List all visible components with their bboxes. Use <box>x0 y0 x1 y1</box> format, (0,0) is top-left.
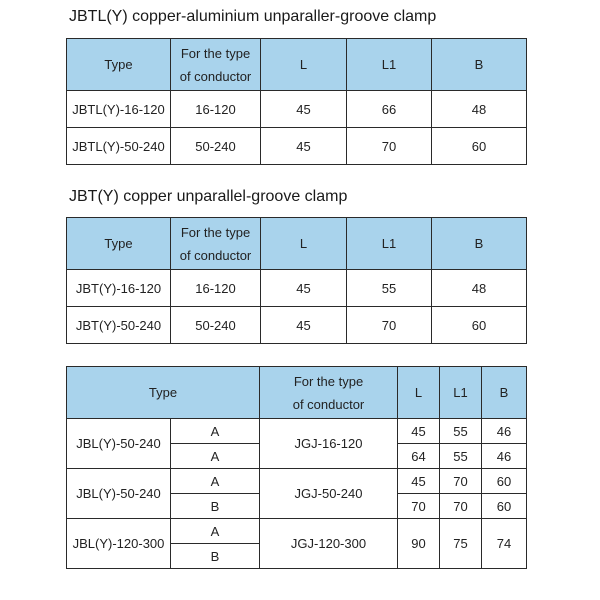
cell-variant: A <box>171 469 260 494</box>
cell-type: JBT(Y)-50-240 <box>67 307 171 344</box>
header-l: L <box>261 39 347 91</box>
cell-type: JBL(Y)-50-240 <box>67 419 171 469</box>
cell-b: 60 <box>432 128 527 165</box>
cell-b: 46 <box>482 419 527 444</box>
cell-l: 45 <box>261 307 347 344</box>
cell-type: JBT(Y)-16-120 <box>67 270 171 307</box>
cell-conductor: JGJ-120-300 <box>260 519 398 569</box>
cell-l1: 70 <box>347 128 432 165</box>
cell-l: 45 <box>261 270 347 307</box>
cell-conductor: 50-240 <box>171 307 261 344</box>
table2-title: JBT(Y) copper unparallel-groove clamp <box>69 188 348 205</box>
cell-l1: 70 <box>440 469 482 494</box>
table1 <box>66 38 527 165</box>
cell-variant: A <box>171 519 260 544</box>
header-conductor-line2: of conductor <box>292 396 365 412</box>
cell-l: 45 <box>398 469 440 494</box>
cell-l: 45 <box>398 419 440 444</box>
header-b: B <box>432 218 527 270</box>
cell-variant: B <box>171 544 260 569</box>
cell-l1: 55 <box>440 419 482 444</box>
cell-b: 60 <box>432 307 527 344</box>
header-conductor-line2: of conductor <box>179 68 252 84</box>
table-row <box>67 469 527 494</box>
cell-l: 70 <box>398 494 440 519</box>
cell-conductor: JGJ-50-240 <box>260 469 398 519</box>
header-type: Type <box>67 39 171 91</box>
header-conductor-line1: For the type <box>180 45 251 61</box>
header-l: L <box>261 218 347 270</box>
table2 <box>66 217 527 344</box>
header-conductor <box>171 218 261 270</box>
table2-header-row <box>67 218 527 270</box>
cell-conductor: 16-120 <box>171 91 261 128</box>
table-row <box>67 128 527 165</box>
header-conductor-line2: of conductor <box>179 247 252 263</box>
cell-b: 60 <box>482 494 527 519</box>
table-row <box>67 307 527 344</box>
header-type: Type <box>67 367 260 419</box>
cell-b: 60 <box>482 469 527 494</box>
table3 <box>66 366 527 569</box>
header-b: B <box>432 39 527 91</box>
header-l1: L1 <box>347 218 432 270</box>
cell-variant: A <box>171 444 260 469</box>
cell-b: 74 <box>482 519 527 569</box>
cell-conductor: JGJ-16-120 <box>260 419 398 469</box>
cell-l: 90 <box>398 519 440 569</box>
cell-type: JBL(Y)-120-300 <box>67 519 171 569</box>
table-row <box>67 519 527 544</box>
header-conductor-line1: For the type <box>293 373 364 389</box>
cell-variant: A <box>171 419 260 444</box>
cell-l1: 70 <box>440 494 482 519</box>
cell-l: 45 <box>261 91 347 128</box>
cell-b: 46 <box>482 444 527 469</box>
header-conductor <box>171 39 261 91</box>
cell-l1: 75 <box>440 519 482 569</box>
cell-variant: B <box>171 494 260 519</box>
cell-type: JBL(Y)-50-240 <box>67 469 171 519</box>
header-conductor <box>260 367 398 419</box>
cell-l1: 55 <box>440 444 482 469</box>
cell-l: 64 <box>398 444 440 469</box>
table-row <box>67 91 527 128</box>
header-l: L <box>398 367 440 419</box>
header-type: Type <box>67 218 171 270</box>
header-b: B <box>482 367 527 419</box>
cell-type: JBTL(Y)-16-120 <box>67 91 171 128</box>
header-l1: L1 <box>347 39 432 91</box>
cell-b: 48 <box>432 91 527 128</box>
cell-type: JBTL(Y)-50-240 <box>67 128 171 165</box>
cell-l: 45 <box>261 128 347 165</box>
table-row <box>67 270 527 307</box>
cell-l1: 66 <box>347 91 432 128</box>
cell-b: 48 <box>432 270 527 307</box>
table1-title: JBTL(Y) copper-aluminium unparaller-groove clamp <box>69 8 437 25</box>
table3-header-row <box>67 367 527 419</box>
header-conductor-line1: For the type <box>180 224 251 240</box>
header-l1: L1 <box>440 367 482 419</box>
cell-l1: 70 <box>347 307 432 344</box>
cell-l1: 55 <box>347 270 432 307</box>
cell-conductor: 50-240 <box>171 128 261 165</box>
table1-header-row <box>67 39 527 91</box>
cell-conductor: 16-120 <box>171 270 261 307</box>
table-row <box>67 419 527 444</box>
